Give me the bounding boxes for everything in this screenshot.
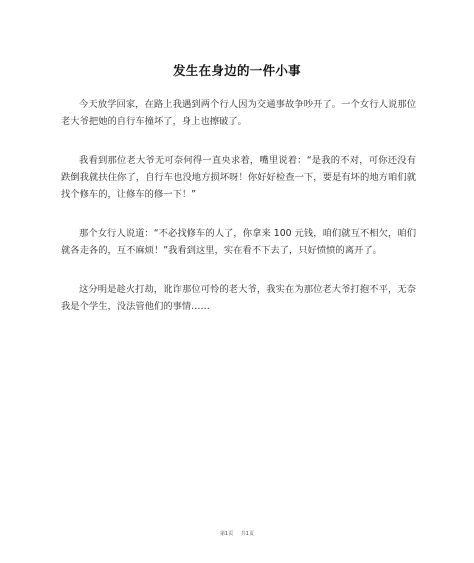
paragraph-3: 那个女行人说道：“不必找修车的人了，你拿来 100 元钱，咱们就互不相欠，咱们就各走各的，互不麻烦！”我看到这里，实在看不下去了，只好愤愤的离开了。 [61, 228, 416, 256]
page-number-current: 第1页 [220, 531, 234, 537]
page-title: 发生在身边的一件小事 [172, 63, 301, 78]
page-number-total: 共1页 [240, 531, 254, 537]
paragraph-1: 今天放学回家，在路上我遇到两个行人因为交通事故争吵开了。一个女行人说那位老大爷把她的自行车撞坏了，身上也擦破了。 [61, 99, 416, 127]
article-body [61, 96, 416, 337]
page-footer [0, 530, 474, 537]
paragraph-2: 我看到那位老大爷无可奈何得一直央求着，嘴里说着：“是我的不对，可你还没有跌倒我就扶住你了，自行车也没地方损坏呀！你好好检查一下，要是有坏的地方咱们就找个修车的，让修车的修一下！” [61, 155, 416, 200]
paragraph-4: 这分明是趁火打劫，讹诈那位可怜的老大爷，我实在为那位老大爷打抱不平，无奈我是个学生，没法管他们的事情…… [61, 284, 416, 312]
